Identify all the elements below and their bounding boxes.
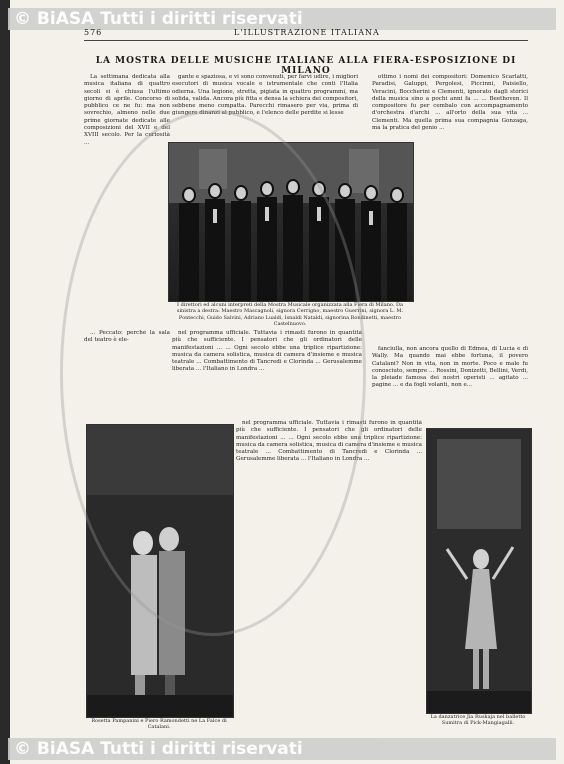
header-rule [84,40,528,41]
group-photo [168,142,414,302]
article-column-mid-upper [172,330,362,420]
article-column-2 [172,74,358,146]
group-photo-image [169,143,413,301]
page-number: 576 [84,28,103,37]
page-edge-shadow [0,0,10,764]
article-column-centre [236,420,422,736]
watermark-top: © BiASA Tutti i diritti riservati [8,8,556,30]
article-paragraph: ottimo i nomi dei compositori: Domenico Scarlatti, Paradisi, Galuppi, Pergolesi, Piccinni, Paisiello, Veracini, Boccherini e Clementi, ignorato dagli storici della musica sino a pochi anni fa ... ... Beethoven. Il compositore fu per cembalo con accompagnamento d'orchestra d'archi ... all'orto della sua vita ... Clementi. Ma quella prima sua compagnia Gonzaga, ma la pratica del genio ... [372,74,528,132]
article-paragraph: gante e spaziosa, e vi sono convenuti, per farvi udire, i migliori esecutori di musica vocale e istrumentale che conti l'Italia odierna. Una legione, stretta, pigiata in quattro programmi, ma solida, valida. Ancora più fitta e densa la schiera dei compositori, sebbene meno compatta. Parecchi rimasero per via, prima di giungere dinanzi al pubblico, e l'elenco delle perdite si lesse [172,74,358,117]
article-column-1-lower [84,330,170,422]
stage-photo-left-caption: Rosetta Pampanini e Piero Ramondetti ne La Falce di Catalani. [91,718,227,731]
article-column-3-lower [372,346,528,416]
article-paragraph: ... Peccato: perchè la sala del teatro è ele- [84,330,170,344]
magazine-title: L'ILLUSTRAZIONE ITALIANA [234,28,380,37]
article-paragraph: nel programma ufficiale. Tuttavia i rimasti furono in quantità più che sufficiente. I pensatori che gli ordinatori delle manifestazioni ... ... Ogni secolo ebbe una triplice ripartizione: musica da camera solistica, musica di camera d'insieme e musica teatrale ... Combattimento di Tancredi e Clorinda ... Gerusalemme liberata ... l'Italiano in Londra ... [172,330,362,373]
stage-photo-left [86,424,234,718]
article-paragraph: La settimana dedicata alla musica italiana di quattro secoli si è chiusa l'ultimo giorno di aprile. Concorso di pubblico ce ne fu: ma non sovrechio, almeno nelle due prime giornate dedicate alle composizioni del XVII e del XVIII secolo. Per la curiosità ... [84,74,170,146]
group-photo-caption: I direttori ed alcuni interpreti della Mostra Musicale organizzata alla Fiera di Milano. Da sinistra a destra: Maestro Mascagnoli, signora Cerrigno, maestro Guerrini, signora L. M. Pontecchi, Guido Salvini, Adriano Lualdi, Isnaldi Nataldi, signorina Rondinetti, maestro Castelnuovo. [176,302,404,328]
watermark-bottom: © BiASA Tutti i diritti riservati [8,738,556,760]
stage-photo-right [426,428,532,714]
article-title: LA MOSTRA DELLE MUSICHE ITALIANE ALLA FIERA-ESPOSIZIONE DI MILANO [95,56,517,76]
article-paragraph: fanciulla, non ancora quello di Edmea, di Lucia e di Wally. Ma quando mai ebbe fortuna, il povero Catalani? Non in vita, non in morte. Poco e male fu conosciuto, sempre ... Rossini, Donizetti, Bellini, Verdi, la pleiade famosa dei nostri operisti ... agitato ... pagine ... e da fogli volanti, non e... [372,346,528,389]
stage-photo-right-caption: La danzatrice Jia Ruskaja nel balletto Sumitra di Pick-Mangiagalli. [430,714,526,727]
stage-photo-right-image [427,429,531,713]
page-header [84,28,524,40]
article-paragraph: nel programma ufficiale. Tuttavia i rimasti furono in quantità più che sufficiente. I pensatori che gli ordinatori delle manifestazioni ... ... Ogni secolo ebbe una triplice ripartizione: musica da camera solistica, musica di camera d'insieme e musica teatrale ... Combattimento di Tancredi e Clorinda ... Gerusalemme liberata ... l'Italiano in Londra ... [236,420,422,463]
stage-photo-left-image [87,425,233,717]
